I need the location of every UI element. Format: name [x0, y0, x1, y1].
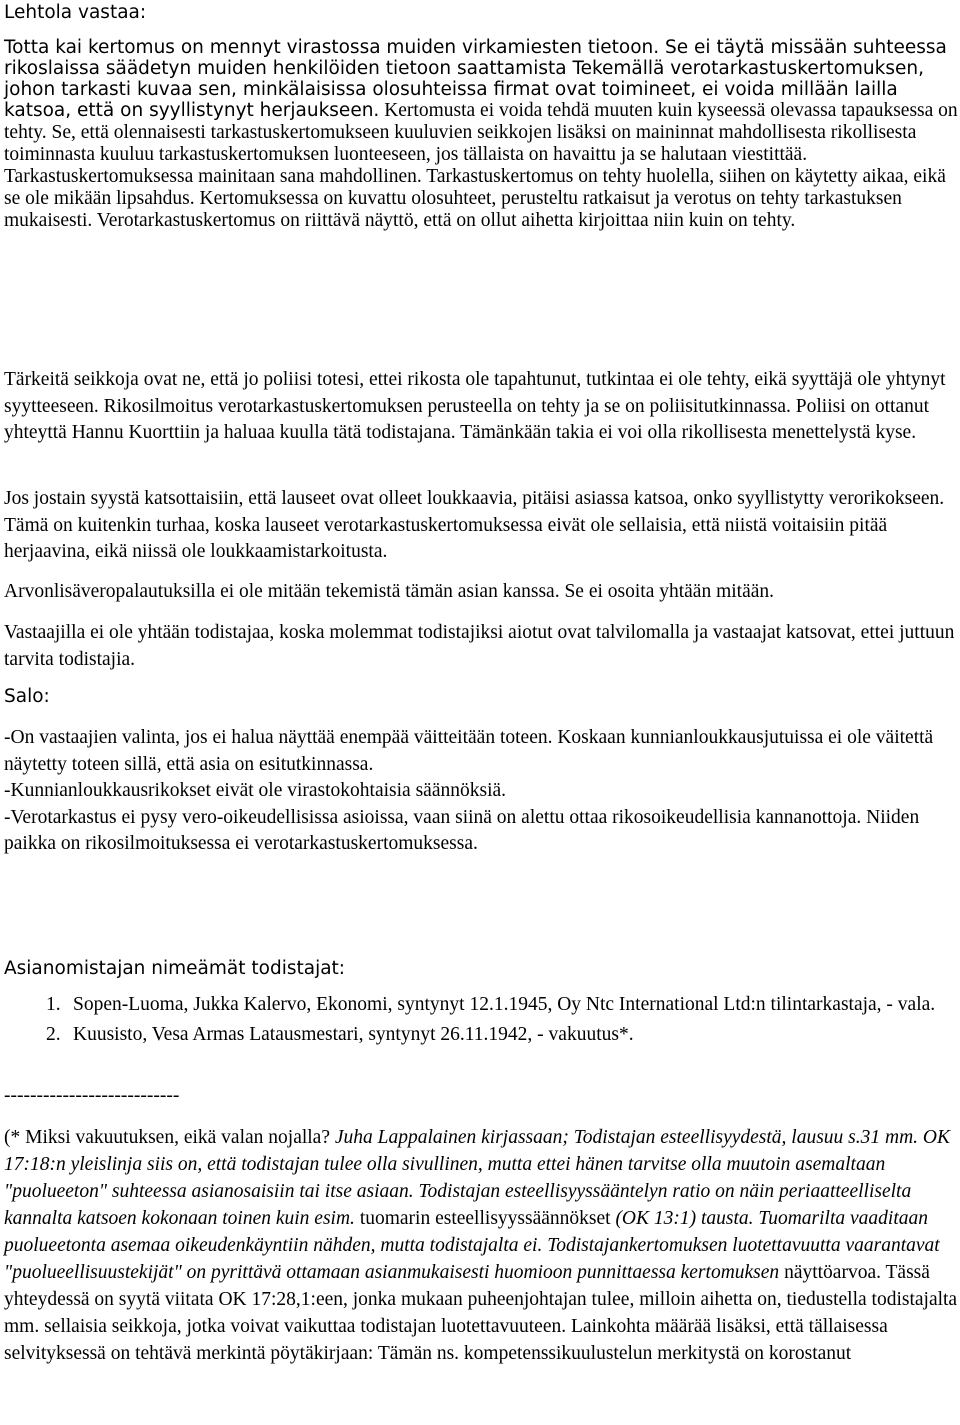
list-item — [4, 1022, 960, 1049]
salo-line: -On vastaajien valinta, jos ei halua näyttää enempää väitteitään toteen. Koskaan kunnianloukkausjutuissa ei ole väitettä näytetty toteen sillä, että asia on esitutkinnassa. — [4, 727, 934, 775]
paragraph-sans-part: Totta kai kertomus on mennyt virastossa muiden virkamiesten tietoon. Se ei täytä missään suhteessa rikoslaissa säädetyn muiden henkilöiden tietoon saattamista Tekemällä verotarkastuskertomuksen, johon tarkasti kuvaa sen, minkälaisissa olosuhteissa firmat ovat toimineet, ei voida millään lailla katsoa, että on syyllistynyt herjaukseen. — [4, 37, 947, 121]
witness-text: Sopen-Luoma, Jukka Kalervo, Ekonomi, syntynyt 12.1.1945, Oy Ntc International Ltd:n tilintarkastaja, - vala. — [73, 994, 936, 1015]
footnote — [4, 1124, 960, 1367]
footnote-italic-part: Juha Lappalainen kirjassaan; Todistajan esteellisyydestä, lausuu s.31 mm. OK 17:18:n yleislinja siis on, että todistajan tulee olla sivullinen, mutta ettei hänen tarvitse olla muutoin asemaltaan "puolueeton" suhteessa asianosaisiin tai itse asiaan. Todistajan esteellisyyssääntelyn ratio on näin periaatteelliselta kannalta katsoen kokonaan toinen kuin esim. — [4, 1127, 951, 1229]
salo-line: -Verotarkastus ei pysy vero-oikeudellisissa asioissa, vaan siinä on alettu ottaa rikosoikeudellisia kannanottoja. Niiden paikka on rikosilmoituksessa ei verotarkastuskertomuksessa. — [4, 806, 920, 854]
paragraph-vat-refunds: Arvonlisäveropalautuksilla ei ole mitään tekemistä tämän asian kanssa. Se ei osoita yhtään mitään. — [4, 581, 775, 602]
witness-list — [4, 992, 960, 1048]
list-item — [4, 992, 960, 1019]
salo-statements — [4, 725, 960, 858]
paragraph-lehtola-response — [4, 37, 960, 232]
paragraph-serif-part: Kertomusta ei voida tehdä muuten kuin kyseessä olevassa tapauksessa on tehty. Se, että olennaisesti tarkastuskertomukseen kuuluvien seikkojen lisäksi on maininnat mahdollisesta rikollisesta toiminnasta kuuluu tarkastuskertomuksen luonteeseen, jos tällaista on havaittu ja se halutaan viestittää. Tarkastuskertomuksessa mainitaan sana mahdollinen. Tarkastuskertomus on tehty huolella, siihen on käytetty aikaa, eikä se ole mikään lipsahdus. Kertomuksessa on kuvattu olosuhteet, perusteltu ratkaisut ja verotus on tehty tarkastuksen mukaisesti. Verotarkastuskertomus on riittävä näyttö, että on ollut aihetta kirjoittaa niin kuin on tehty. — [4, 100, 958, 231]
salo-line: -Kunnianloukkausrikokset eivät ole virastokohtaisia säännöksiä. — [4, 780, 507, 801]
section-heading-lehtola: Lehtola vastaa: — [4, 2, 147, 23]
paragraph-offensive-statements: Jos jostain syystä katsottaisiin, että lauseet ovat olleet loukkaavia, pitäisi asiassa katsoa, onko syyllistytty verorikokseen. Tämä on kuitenkin turhaa, koska lauseet verotarkastuskertomuksessa eivät ole sellaisia, että niistä voitaisiin pitää herjaavina, eikä niissä ole loukkaamistarkoitusta. — [4, 488, 945, 562]
list-number: 1. — [46, 994, 61, 1015]
footnote-italic-part: (OK 13:1) tausta. Tuomarilta vaaditaan puolueetonta asemaa oikeudenkäyntiin nähden, mutta todistajalta ei. Todistajankertomuksen luotettavuutta vaarantavat "puolueellisuustekijät" on pyrittävä ottamaan asianmukaisesti huomioon punnittaessa kertomuksen — [4, 1208, 940, 1283]
list-number: 2. — [46, 1023, 61, 1045]
paragraph-no-witnesses: Vastaajilla ei ole yhtään todistajaa, koska molemmat todistajiksi aiotut ovat talvilomalla ja vastaajat katsovat, ettei juttuun tarvita todistajia. — [4, 622, 955, 670]
witness-text: Kuusisto, Vesa Armas Latausmestari, syntynyt 26.11.1942, - vakuutus*. — [73, 1023, 634, 1045]
footnote-part: (* Miksi vakuutuksen, eikä valan nojalla? — [4, 1127, 335, 1148]
footnote-part: näyttöarvoa. Tässä yhteydessä on syytä viitata OK 17:28,1:een, jonka mukaan puheenjohtajan tulee, milloin aihetta on, tiedustella todistajalta mm. sellaisia seikkoja, jotka voivat vaikuttaa todistajan luotettavuuteen. Lainkohta määrää lisäksi, että tällaisessa selvityksessä on tehtävä merkintä pöytäkirjaan: Tämän ns. kompetenssikuulustelun merkitystä on korostanut — [4, 1262, 958, 1364]
section-heading-witnesses: Asianomistajan nimeämät todistajat: — [4, 958, 346, 979]
section-heading-salo: Salo: — [4, 686, 50, 707]
footnote-separator: --------------------------- — [4, 1085, 180, 1106]
paragraph-important-points: Tärkeitä seikkoja ovat ne, että jo poliisi totesi, ettei rikosta ole tapahtunut, tutkintaa ei ole tehty, eikä syyttäjä ole yhtynyt syytteeseen. Rikosilmoitus verotarkastuskertomuksen perusteella on tehty ja se on poliisitutkinnassa. Poliisi on ottanut yhteyttä Hannu Kuorttiin ja haluaa kuulla tätä todistajana. Tämänkään takia ei voi olla rikollisesta menettelystä kyse. — [4, 369, 946, 443]
footnote-part: tuomarin esteellisyyssäännökset — [354, 1208, 616, 1229]
